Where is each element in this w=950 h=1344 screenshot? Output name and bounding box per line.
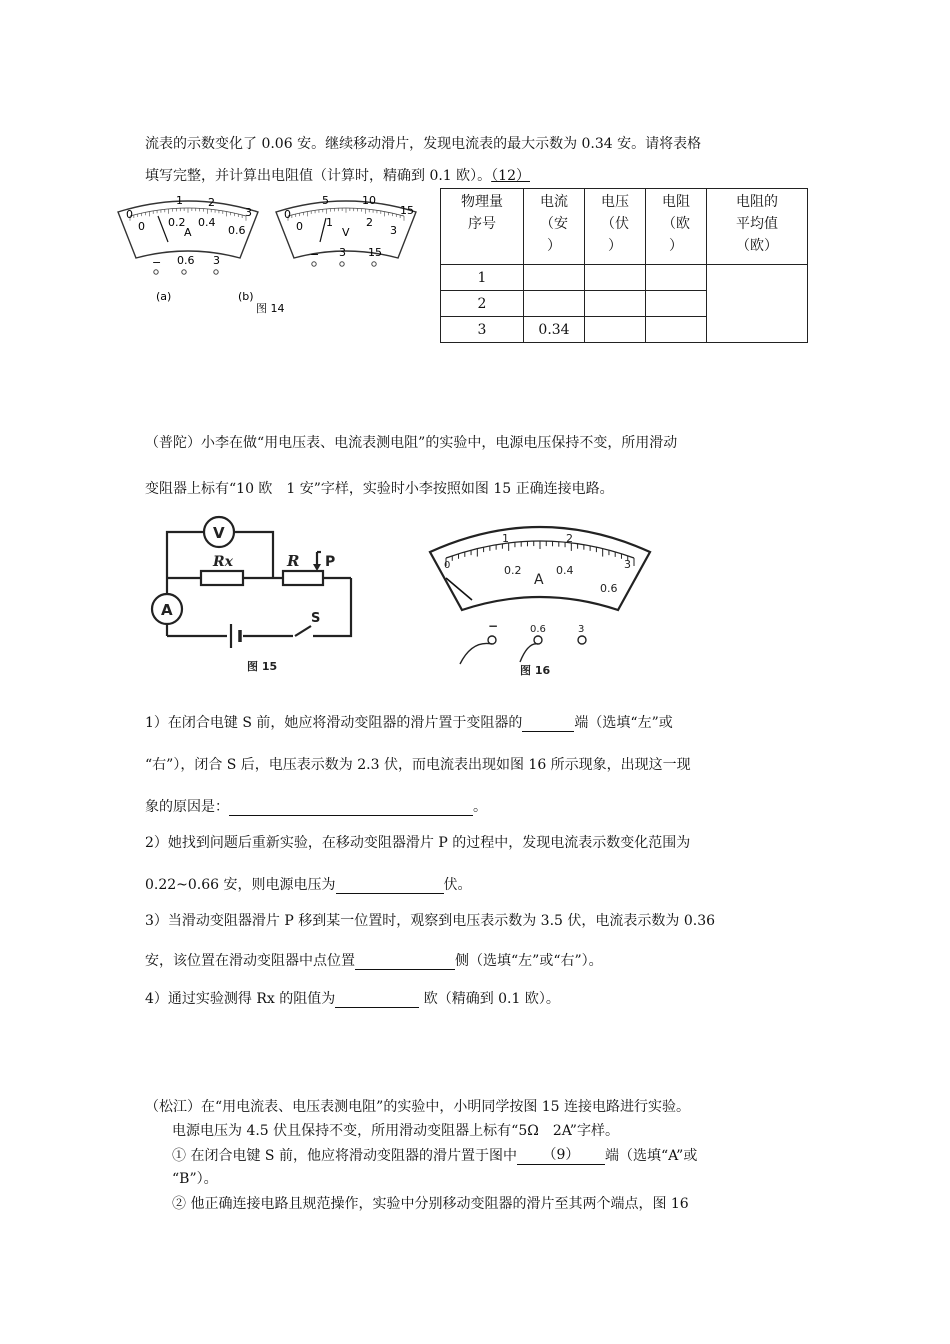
voltmeter-b-terminal-neg (312, 262, 316, 266)
ammeter-label: A (161, 601, 173, 619)
fig16-term-label-1: 0.6 (530, 624, 546, 635)
voltmeter-b-bot-0: 0 (296, 220, 303, 233)
cell-r2-current[interactable] (524, 291, 585, 317)
fig16-term-label-0: − (488, 619, 499, 633)
ammeter-a-needle (158, 216, 168, 242)
q2-p1a: 1）在闭合电键 S 前，她应将滑动变阻器的滑片置于变阻器的 (145, 715, 523, 731)
q2-part2-line2 (145, 874, 472, 894)
fig16-top-1: 1 (502, 532, 509, 545)
voltmeter-b-bot-3: 3 (390, 224, 397, 237)
q3-line1: （松江）在“用电流表、电压表测电阻”的实验中，小明同学按图 15 连接电路进行实验。 (145, 1099, 691, 1115)
q2-part1-line1 (145, 712, 673, 732)
q2-p4b: 欧（精确到 0.1 欧）。 (419, 991, 560, 1007)
ammeter-a-terminal-3 (214, 270, 218, 274)
fig14-label-b: (b) (238, 290, 254, 303)
cell-r1-resistance[interactable] (646, 265, 707, 291)
resistor-rx (201, 571, 243, 585)
voltmeter-b-top-1: 5 (322, 194, 329, 207)
fig16-wire-left (460, 643, 492, 664)
slider-label: P (325, 554, 336, 570)
q3-line2: 电源电压为 4.5 伏且保持不变，所用滑动变阻器上标有“5Ω 2A”字样。 (172, 1123, 619, 1139)
ammeter-a-term-label-0: − (152, 256, 162, 269)
voltmeter-b-needle (320, 218, 326, 242)
fig15-caption: 图 15 (247, 660, 278, 673)
table-row (441, 265, 808, 291)
ammeter-a-top-2: 2 (208, 196, 215, 209)
q3-blank-9[interactable]: （9） (517, 1144, 605, 1165)
th-resistance: 电阻 （欧 ） (646, 189, 707, 265)
cell-r3-c0: 3 (441, 317, 524, 343)
fig16-unit: A (534, 572, 544, 588)
q2-intro1: （普陀）小李在做“用电压表、电流表测电阻”的实验中，电源电压保持不变，所用滑动 (145, 435, 678, 451)
fig16-top-2: 2 (566, 532, 573, 545)
voltmeter-b-term-label-2: 15 (368, 246, 382, 259)
th-index: 物理量 序号 (441, 189, 524, 265)
q2-intro2: 变阻器上标有“10 欧 1 安”字样，实验时小李按照如图 15 正确连接电路。 (145, 481, 614, 497)
ammeter-a-top-3: 3 (245, 206, 252, 219)
q3-line3 (172, 1144, 697, 1165)
q2-blank-end[interactable] (522, 715, 574, 732)
ammeter-a-terminal-neg (154, 270, 158, 274)
ammeter-a-bot-0: 0 (138, 220, 145, 233)
th-current: 电流 （安 ） (524, 189, 585, 265)
ammeter-a-bot-2: 0.4 (198, 216, 216, 229)
ammeter-a-bot-3: 0.6 (228, 224, 246, 237)
ammeter-a-terminal-06 (182, 270, 186, 274)
fig16-bot-1: 0.2 (504, 564, 522, 577)
q2-part1-line2: “右”），闭合 S 后，电压表示数为 2.3 伏，而电流表出现如图 16 所示现象，出现这一现 (145, 757, 691, 773)
ammeter-a-top-1: 1 (176, 194, 183, 207)
voltmeter-b-term-label-0: − (310, 248, 320, 261)
fig14-caption: 图 14 (256, 302, 285, 315)
voltmeter-b-top-3: 15 (400, 204, 414, 217)
voltmeter-b-term-label-1: 3 (339, 246, 346, 259)
fig16-bot-3: 0.6 (600, 582, 618, 595)
fig16-terminal-06 (534, 636, 542, 644)
q2-p3c: 侧（选填“左”或“右”）。 (455, 953, 603, 969)
voltmeter-b-terminal-15 (372, 262, 376, 266)
fig16-top-0: 0 (444, 560, 451, 571)
q2-part4-line (145, 988, 560, 1008)
ammeter-a-unit: A (184, 226, 192, 239)
voltmeter-b-terminal-3 (340, 262, 344, 266)
q2-blank-reason[interactable] (229, 799, 473, 816)
q2-p2b: 0.22~0.66 安，则电源电压为 (145, 877, 336, 893)
fig16-wire-right (520, 644, 538, 662)
q1-line2 (145, 165, 530, 185)
cell-r3-current[interactable]: 0.34 (524, 317, 585, 343)
q2-blank-rx[interactable] (335, 991, 419, 1008)
ammeter-a-bot-1: 0.2 (168, 216, 186, 229)
q2-blank-side[interactable] (355, 953, 455, 970)
q2-p1e: 。 (473, 799, 487, 815)
cell-r3-resistance[interactable] (646, 317, 707, 343)
voltmeter-b-top-0: 0 (284, 208, 291, 221)
th-voltage: 电压 （伏 ） (585, 189, 646, 265)
cell-r2-c0: 2 (441, 291, 524, 317)
cell-r2-resistance[interactable] (646, 291, 707, 317)
table-header-row (441, 189, 808, 265)
voltmeter-b-bot-2: 2 (366, 216, 373, 229)
cell-r1-current[interactable] (524, 265, 585, 291)
q3-l3b: 端（选填“A”或 (604, 1148, 698, 1164)
q1-blank-12[interactable]: （12） (491, 168, 530, 184)
fig16-top-3: 3 (624, 558, 631, 571)
voltmeter-b (276, 194, 416, 266)
fig16-caption: 图 16 (520, 664, 551, 677)
measurement-table (440, 188, 808, 343)
q2-p4a: 4）通过实验测得 Rx 的阻值为 (145, 991, 336, 1007)
voltmeter-b-bot-1: 1 (326, 216, 333, 229)
q2-p3b: 安，该位置在滑动变阻器中点位置 (145, 953, 355, 969)
q2-p1d: 象的原因是： (145, 799, 229, 815)
voltmeter-label: V (213, 524, 225, 542)
resistor-rx-label: Rx (213, 554, 233, 570)
figure-14 (112, 190, 432, 320)
q2-blank-voltage[interactable] (336, 877, 444, 894)
q1-line1: 流表的示数变化了 0.06 安。继续移动滑片，发现电流表的最大示数为 0.34 安。请将表格 (145, 136, 702, 152)
ammeter-a (118, 194, 258, 274)
rheostat-label: R (287, 552, 300, 570)
fig16-terminal-neg (488, 636, 496, 644)
voltmeter-b-top-2: 10 (362, 194, 376, 207)
ammeter-a-term-label-2: 3 (213, 254, 220, 267)
ammeter-a-top-0: 0 (126, 208, 133, 221)
fig16-bot-2: 0.4 (556, 564, 574, 577)
th-average: 电阻的 平均值 （欧） (707, 189, 808, 265)
q2-p2c: 伏。 (443, 877, 472, 893)
q2-part1-line3 (145, 796, 487, 816)
ammeter-a-term-label-1: 0.6 (177, 254, 195, 267)
fig16-term-label-2: 3 (578, 624, 585, 635)
q3-l3a: ① 在闭合电键 S 前，他应将滑动变阻器的滑片置于图中 (172, 1148, 517, 1164)
cell-average[interactable] (707, 265, 808, 343)
q2-part2-line1: 2）她找到问题后重新实验，在移动变阻器滑片 P 的过程中，发现电流表示数变化范围为 (145, 835, 691, 851)
figure-16-ammeter (420, 512, 660, 678)
cell-r1-voltage[interactable] (585, 265, 646, 291)
figure-15-circuit (145, 508, 405, 678)
cell-r3-voltage[interactable] (585, 317, 646, 343)
q3-line5: ② 他正确连接电路且规范操作，实验中分别移动变阻器的滑片至其两个端点，图 16 (172, 1196, 689, 1212)
q2-part3-line1: 3）当滑动变阻器滑片 P 移到某一位置时，观察到电压表示数为 3.5 伏，电流表示数为 0.36 (145, 913, 716, 929)
rheostat-r (283, 571, 323, 585)
fig16-terminal-3 (578, 636, 586, 644)
cell-r2-voltage[interactable] (585, 291, 646, 317)
q3-line4: “B”）。 (172, 1171, 218, 1187)
q1-line2-text: 填写完整，并计算出电阻值（计算时，精确到 0.1 欧）。 (145, 168, 492, 184)
fig14-label-a: (a) (156, 290, 172, 303)
q2-p1b: 端（选填“左”或 (574, 715, 673, 731)
switch-label: S (311, 611, 321, 626)
voltmeter-b-unit: V (342, 226, 350, 239)
cell-r1-c0: 1 (441, 265, 524, 291)
q2-part3-line2 (145, 950, 603, 970)
